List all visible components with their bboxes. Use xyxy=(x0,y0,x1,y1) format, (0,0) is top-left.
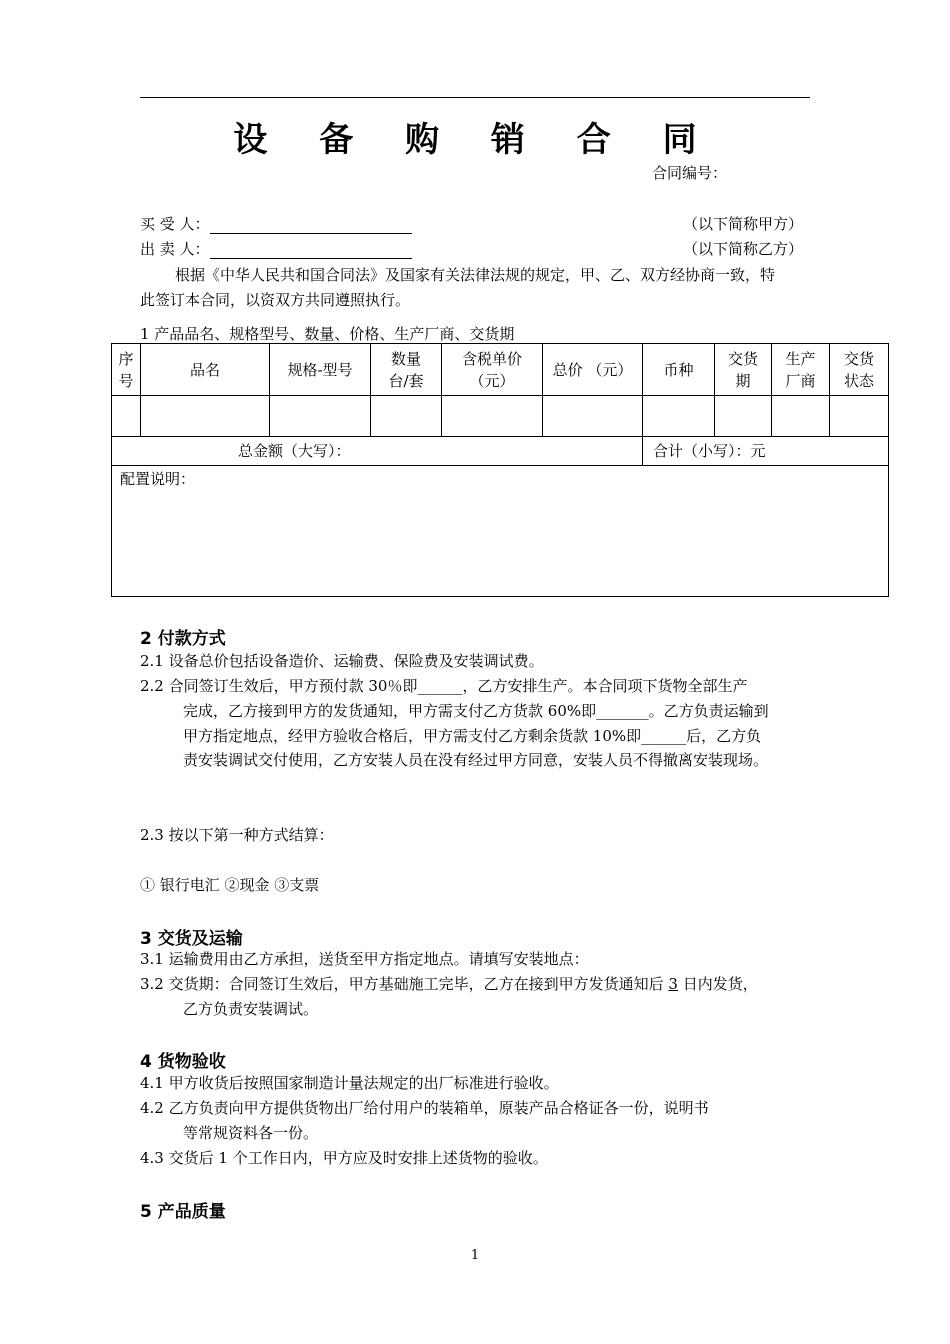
config-row xyxy=(112,466,889,597)
section-4-title: 4 货物验收 xyxy=(140,1052,226,1072)
config-notes-cell[interactable]: 配置说明： xyxy=(112,466,889,597)
header-cell-model: 规格-型号 xyxy=(270,344,371,396)
table-cell[interactable] xyxy=(371,396,442,437)
header-cell-quantity: 数量 台/套 xyxy=(371,344,442,396)
seller-name-field[interactable] xyxy=(210,242,412,259)
payment-methods: ① 银行电汇 ②现金 ③支票 xyxy=(140,876,320,894)
clause-2-2-line-1: 2.2 合同签订生效后，甲方预付款 30％即______，乙方安排生产。本合同项下货物全部生产 xyxy=(140,677,748,695)
clause-4-1: 4.1 甲方收货后按照国家制造计量法规定的出厂标准进行验收。 xyxy=(140,1074,559,1092)
table-cell[interactable] xyxy=(442,396,543,437)
table-cell[interactable] xyxy=(543,396,643,437)
clause-4-3: 4.3 交货后 1 个工作日内，甲方应及时安排上述货物的验收。 xyxy=(140,1149,548,1167)
header-cell-delivery-state: 交货 状态 xyxy=(830,344,889,396)
clause-3-1: 3.1 运输费用由乙方承担，送货至甲方指定地点。请填写安装地点： xyxy=(140,950,589,968)
preamble-line-2: 此签订本合同，以资双方共同遵照执行。 xyxy=(140,291,411,309)
section-1-title: 1 产品品名、规格型号、数量、价格、生产厂商、交货期 xyxy=(140,325,515,343)
buyer-note: （以下简称甲方） xyxy=(683,215,804,233)
buyer-row xyxy=(140,214,412,234)
clause-2-2-line-3: 甲方指定地点，经甲方验收合格后，甲方需支付乙方剩余货款 10%即______后，乙方负 xyxy=(183,727,762,745)
table-header-row xyxy=(112,344,889,396)
table-cell[interactable] xyxy=(643,396,715,437)
header-cell-unit-price: 含税单价 （元） xyxy=(442,344,543,396)
table-cell[interactable] xyxy=(715,396,772,437)
seller-label: 出 卖 人： xyxy=(140,240,210,258)
buyer-name-field[interactable] xyxy=(210,217,412,234)
clause-3-2-line-2: 乙方负责安装调试。 xyxy=(183,1000,319,1018)
clause-2-2-line-4: 责安装调试交付使用，乙方安装人员在没有经过甲方同意，安装人员不得撤离安装现场。 xyxy=(183,751,769,769)
table-cell[interactable] xyxy=(141,396,270,437)
header-cell-currency: 币种 xyxy=(643,344,715,396)
contract-number-label: 合同编号： xyxy=(652,164,728,182)
table-cell[interactable] xyxy=(112,396,141,437)
clause-3-2-line-1: 3.2 交货期：合同签订生效后，甲方基础施工完毕，乙方在接到甲方发货通知后 3 日内发货， xyxy=(140,975,758,993)
seller-row xyxy=(140,239,412,259)
page-number: 1 xyxy=(470,1248,480,1263)
delivery-days-value: 3 xyxy=(668,975,678,993)
seller-note: （以下简称乙方） xyxy=(683,240,804,258)
section-2-title: 2 付款方式 xyxy=(140,629,226,649)
product-table xyxy=(111,343,889,597)
total-capital-label[interactable]: 总金额（大写）： xyxy=(112,437,643,466)
document-title: 设 备 购 销 合 同 xyxy=(233,120,717,160)
clause-2-2-line-2: 完成，乙方接到甲方的发货通知，甲方需支付乙方货款 60%即_______。乙方负责运输到 xyxy=(183,702,769,720)
clause-4-2-line-1: 4.2 乙方负责向甲方提供货物出厂给付用户的装箱单，原装产品合格证各一份，说明书 xyxy=(140,1099,709,1117)
clause-2-1: 2.1 设备总价包括设备造价、运输费、保险费及安装调试费。 xyxy=(140,652,544,670)
total-small-label[interactable]: 合计（小写）：元 xyxy=(643,437,889,466)
top-rule xyxy=(140,97,810,98)
preamble-line-1: 根据《中华人民共和国合同法》及国家有关法律法规的规定，甲、乙、双方经协商一致，特 xyxy=(175,266,776,284)
table-row xyxy=(112,396,889,437)
total-row xyxy=(112,437,889,466)
header-cell-seq: 序 号 xyxy=(112,344,141,396)
section-5-title: 5 产品质量 xyxy=(140,1202,226,1222)
header-cell-total: 总价 （元） xyxy=(543,344,643,396)
table-cell[interactable] xyxy=(270,396,371,437)
section-3-title: 3 交货及运输 xyxy=(140,929,243,949)
header-cell-manufacturer: 生产 厂商 xyxy=(772,344,830,396)
table-cell[interactable] xyxy=(772,396,830,437)
table-cell[interactable] xyxy=(830,396,889,437)
clause-4-2-line-2: 等常规资料各一份。 xyxy=(183,1124,319,1142)
header-cell-name: 品名 xyxy=(141,344,270,396)
buyer-label: 买 受 人： xyxy=(140,215,210,233)
clause-2-3: 2.3 按以下第一种方式结算： xyxy=(140,826,334,844)
header-cell-delivery: 交货 期 xyxy=(715,344,772,396)
